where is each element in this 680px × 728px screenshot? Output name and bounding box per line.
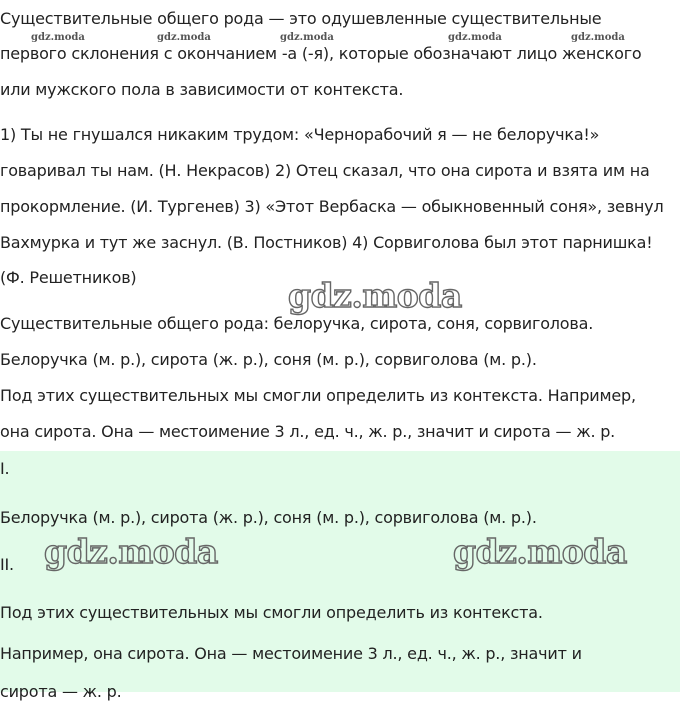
panel-line-1: Белоручка (м. р.), сирота (ж. р.), соня (м. р.), сорвиголова (м. р.). <box>0 508 537 527</box>
panel-line-2a: Под этих существительных мы смогли определить из контекста. <box>0 603 543 622</box>
panel-line-2b: Например, она сирота. Она — местоимение 3 л., ед. ч., ж. р., значит и <box>0 644 582 663</box>
definition-line-3: или мужского пола в зависимости от контекста. <box>0 80 404 99</box>
answer-line-1: Существительные общего рода: белоручка, сирота, соня, сорвиголова. <box>0 314 594 333</box>
definition-line-1: Существительные общего рода — это одушевленные существительные <box>0 9 602 28</box>
answer-line-4: она сирота. Она — местоимение 3 л., ед. ч., ж. р., значит и сирота — ж. р. <box>0 422 616 441</box>
watermark-small-2: gdz.moda <box>157 32 211 43</box>
examples-line-4: Вахмурка и тут же заснул. (В. Постников) 4) Сорвиголова был этот парнишка! <box>0 233 653 252</box>
watermark-small-1: gdz.moda <box>31 32 85 43</box>
panel-label-2: II. <box>0 555 14 574</box>
watermark-big-3: gdz.moda <box>453 532 627 571</box>
watermark-small-4: gdz.moda <box>448 32 502 43</box>
watermark-big-2: gdz.moda <box>44 532 218 571</box>
watermark-small-3: gdz.moda <box>280 32 334 43</box>
examples-line-3: прокормление. (И. Тургенев) 3) «Этот Вербаска — обыкновенный соня», зевнул <box>0 197 664 216</box>
watermark-big-1: gdz.moda <box>288 276 462 315</box>
examples-line-5: (Ф. Решетников) <box>0 268 137 287</box>
definition-line-2: первого склонения с окончанием -а (-я), которые обозначают лицо женского <box>0 44 642 63</box>
watermark-small-5: gdz.moda <box>571 32 625 43</box>
examples-line-1: 1) Ты не гнушался никаким трудом: «Чернорабочий я — не белоручка!» <box>0 125 600 144</box>
answer-line-2: Белоручка (м. р.), сирота (ж. р.), соня (м. р.), сорвиголова (м. р.). <box>0 350 537 369</box>
answer-line-3: Под этих существительных мы смогли определить из контекста. Например, <box>0 386 636 405</box>
examples-line-2: говаривал ты нам. (Н. Некрасов) 2) Отец сказал, что она сирота и взята им на <box>0 161 650 180</box>
panel-label-1: I. <box>0 459 10 478</box>
panel-line-2c: сирота — ж. р. <box>0 682 122 701</box>
